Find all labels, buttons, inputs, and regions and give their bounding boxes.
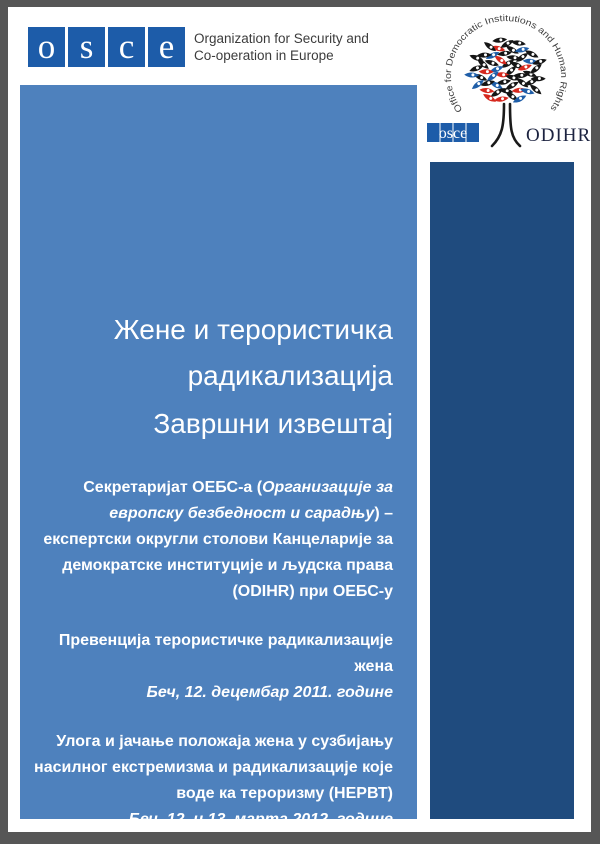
event2-date: Беч, 12. и 13. марта 2012. године (128, 811, 393, 828)
cover-body-block (21, 475, 393, 844)
secretariat-text-prefix: Секретаријат ОЕБС-а ( (83, 479, 263, 496)
osce-header (28, 27, 369, 67)
organization-name-line1: Organization for Security and (194, 31, 369, 46)
odihr-logo-icon (424, 10, 592, 160)
osce-logo-icon (28, 27, 185, 67)
organization-name-line2: Co-operation in Europe (194, 48, 334, 63)
eye-tree-crown (464, 37, 547, 105)
odihr-wordmark: ODIHR (526, 125, 592, 146)
cover-main-panel (20, 85, 417, 828)
osce-logo-letter-box (108, 27, 145, 67)
cover-title-block (48, 307, 393, 447)
event1-date: Беч, 12. децембар 2011. године (146, 684, 393, 701)
event1-title: Превенција терористичке радикализације жена (58, 632, 393, 675)
event2-title: Улога и јачање положаја жена у сузбијању насилног екстремизма и радикализације које воде ка тероризму (НЕРВТ) (34, 733, 393, 802)
odihr-arc-text: Office for Democratic Institutions and Human Rights (442, 12, 570, 115)
secretariat-text-italic: Организације за европску безбедност и сарадњу (109, 479, 393, 522)
odihr-osce-text: osce (438, 125, 468, 142)
secretariat-text-suffix: ) – експертски округли столови Канцеларије за демократске институције и људска права (ODIHR) при ОЕБС-у (43, 505, 393, 600)
paragraph-event-1 (21, 628, 393, 706)
osce-logo-letter-box (68, 27, 105, 67)
report-subtitle: Завршни извештај (153, 408, 393, 439)
tree-trunk (492, 104, 520, 146)
osce-logo-letter-box (148, 27, 185, 67)
osce-logo-letter: e (158, 27, 175, 66)
osce-logo-letter: o (37, 27, 56, 66)
osce-logo-letter: s (79, 27, 94, 66)
report-title: Жене и терористичка радикализација (113, 314, 393, 391)
odihr-osce-label (427, 123, 479, 142)
osce-logo-letter: c (118, 27, 135, 66)
osce-logo-letter-box (28, 27, 65, 67)
side-accent-panel (430, 162, 574, 819)
organization-name (194, 30, 369, 64)
paragraph-event-2 (21, 729, 393, 833)
paragraph-secretariat (21, 475, 393, 605)
